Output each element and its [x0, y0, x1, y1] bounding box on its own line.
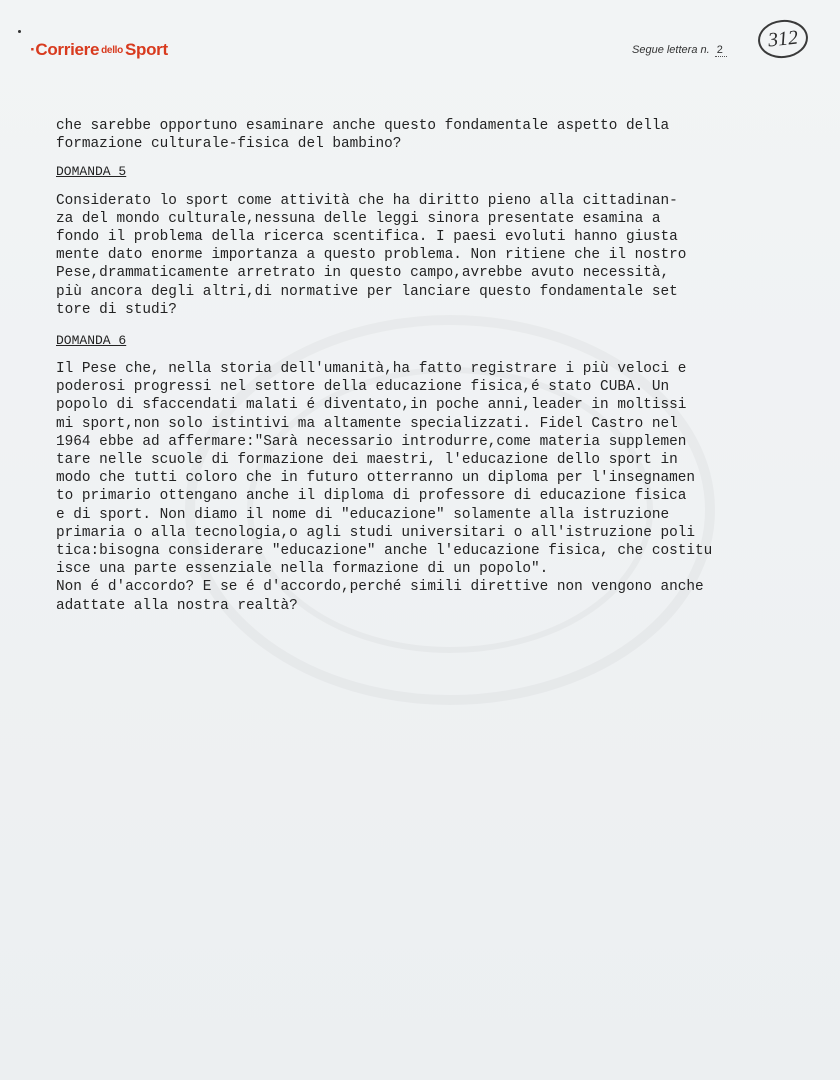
text-line: mi sport,non solo istintivi ma altamente specializzati. Fidel Castro nel — [56, 415, 678, 432]
question-5-paragraph — [56, 192, 796, 319]
text-line: to primario ottengano anche il diploma di professore di educazione fisica — [56, 488, 687, 505]
text-line: fondo il problema della ricerca scentifica. I paesi evoluti hanno giusta — [56, 228, 678, 245]
text-line: Pese,drammaticamente arretrato in questo campo,avrebbe avuto necessità, — [56, 265, 670, 282]
text-line: primaria o alla tecnologia,o agli studi universitari o all'istruzione poli — [56, 524, 696, 541]
text-line: za del mondo culturale,nessuna delle leggi sinora presentate esamina a — [56, 210, 661, 227]
question-6-paragraph — [56, 360, 796, 615]
text-line: tare nelle scuole di formazione dei maestri, l'educazione dello sport in — [56, 452, 678, 468]
page-number-stamp: 312 — [756, 17, 810, 60]
text-line: 1964 ebbe ad affermare:"Sarà necessario introdurre,come materia supplemen — [56, 433, 687, 450]
newspaper-logo: ·Corriere dello Sport — [30, 40, 168, 59]
text-line: Considerato lo sport come attività che ha diritto pieno alla cittadinan- — [56, 192, 678, 209]
text-line: mente dato enorme importanza a questo problema. Non ritiene che il nostro — [56, 247, 687, 264]
segue-number: 2 — [715, 44, 727, 57]
letter-body — [56, 117, 796, 615]
question-6-heading: DOMANDA 6 — [56, 332, 127, 348]
text-line: Non é d'accordo? E se é d'accordo,perché simili direttive non vengono anche — [56, 579, 704, 596]
intro-paragraph — [56, 117, 796, 153]
continuation-label — [632, 44, 727, 56]
text-line: tore di studi? — [56, 301, 177, 318]
text-line: modo che tutti coloro che in futuro otterranno un diploma per l'insegnamen — [56, 470, 696, 487]
text-line: tica:bisogna considerare "educazione" anche l'educazione fisica, che costitu — [56, 542, 713, 559]
question-5-heading: DOMANDA 5 — [56, 164, 127, 180]
text-line: formazione culturale-fisica del bambino? — [56, 136, 402, 153]
text-line: e di sport. Non diamo il nome di "educazione" solamente alla istruzione — [56, 506, 670, 523]
text-line: popolo di sfaccendati malati é diventato,in poche anni,leader in moltissi — [56, 397, 687, 414]
segue-label: Segue lettera n. — [632, 44, 710, 56]
text-line: che sarebbe opportuno esaminare anche questo fondamentale aspetto della — [56, 118, 670, 134]
text-line: isce una parte essenziale nella formazione di un popolo". — [56, 561, 549, 578]
text-line: più ancora degli altri,di normative per lanciare questo fondamentale set — [56, 283, 678, 300]
text-line: poderosi progressi nel settore della educazione fisica,é stato CUBA. Un — [56, 379, 670, 396]
text-line: adattate alla nostra realtà? — [56, 597, 298, 614]
text-line: Il Pese che, nella storia dell'umanità,ha fatto registrare i più veloci e — [56, 361, 687, 378]
stray-mark — [18, 30, 21, 33]
